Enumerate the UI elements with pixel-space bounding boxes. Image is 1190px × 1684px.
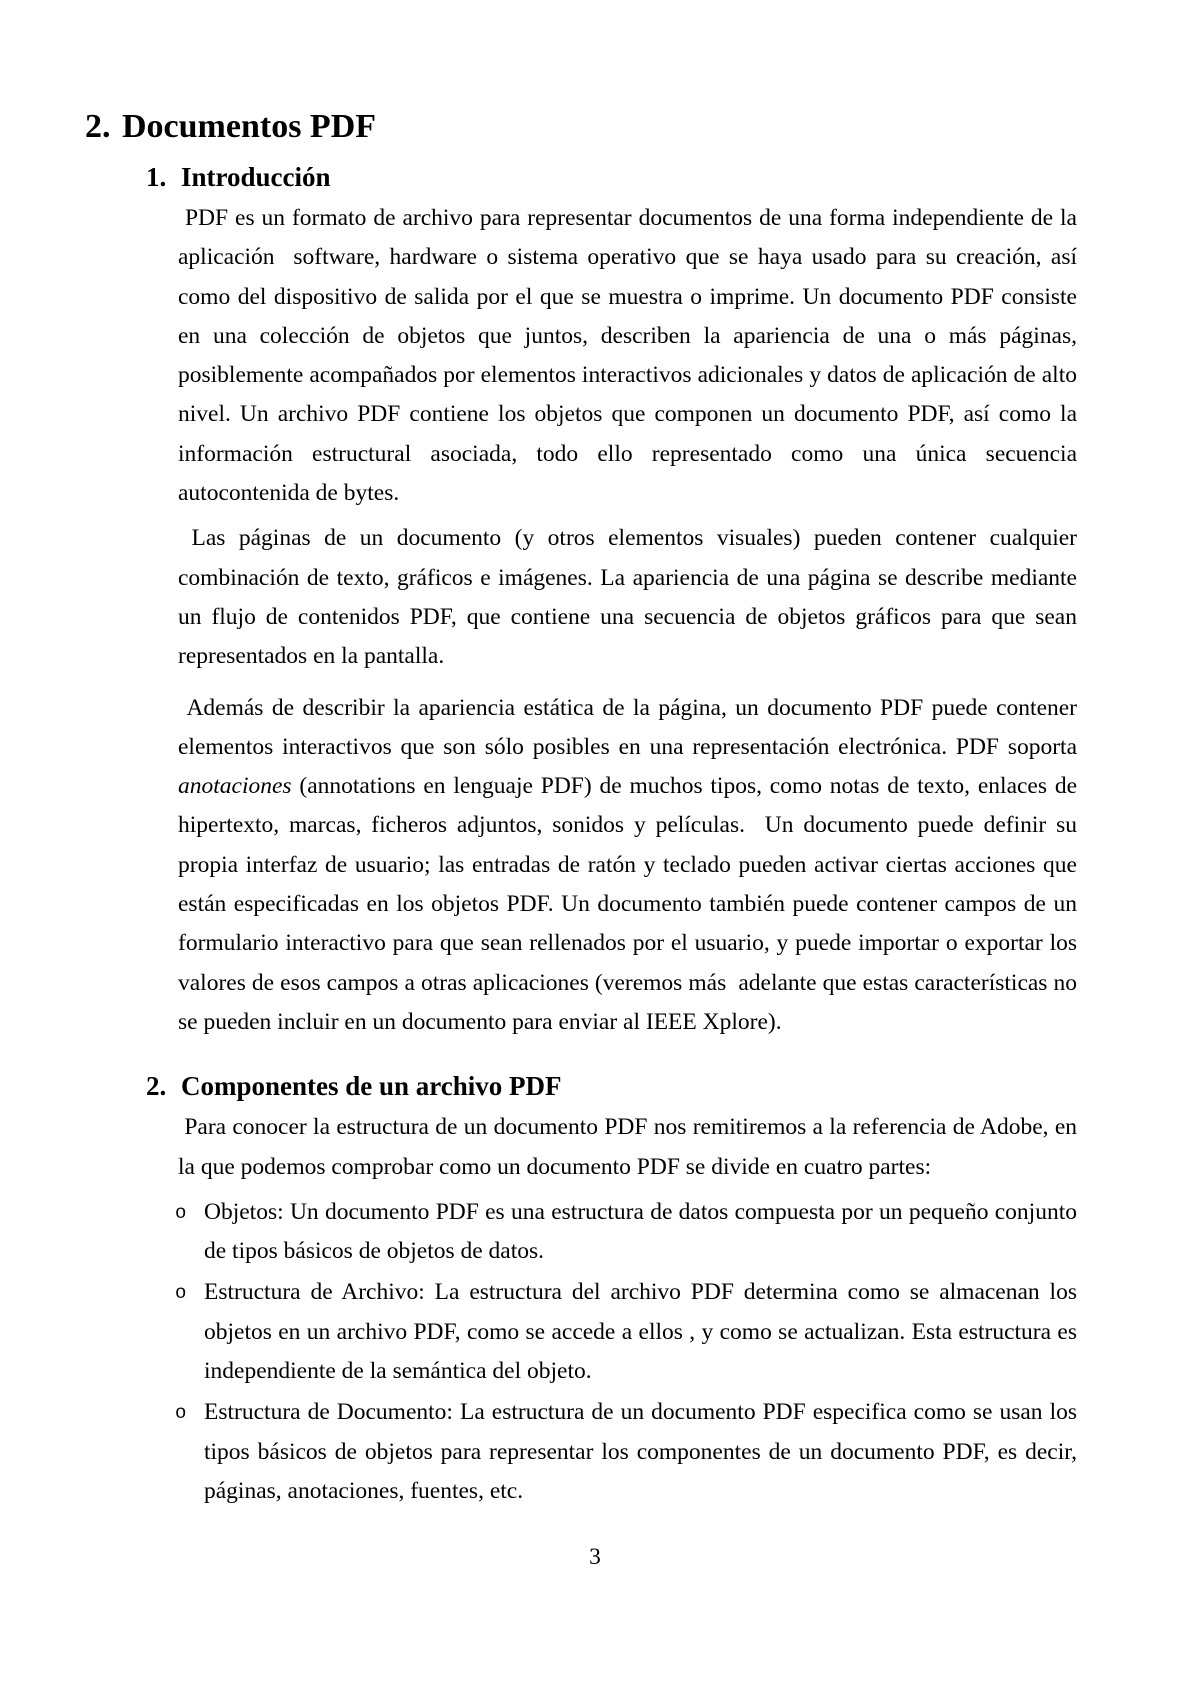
section2-heading-text: Componentes de un archivo PDF — [181, 1071, 562, 1102]
paragraph-adobe-reference: Para conocer la estructura de un documento PDF nos remitiremos a la referencia de Adobe, en la que podemos comprobar como un documento PDF se divide en cuatro partes: — [178, 1114, 1083, 1180]
list-item-text: Estructura de Documento: La estructura de un documento PDF especifica como se usan los tipos básicos de objetos para representar los componentes de un documento PDF, es decir, páginas, anotaciones, fuentes, etc. — [204, 1399, 1083, 1504]
section1-heading — [0, 161, 1190, 193]
list-item-estructura-documento — [175, 1393, 1083, 1511]
list-item-text: Estructura de Archivo: La estructura del archivo PDF determina como se almacenan los objetos en un archivo PDF, como se accede a ellos , y como se actualizan. Esta estructura es independiente de la semántica del objeto. — [204, 1279, 1083, 1385]
components-bullet-list — [0, 1193, 1190, 1511]
page-number: 3 — [589, 1544, 601, 1571]
list-item-objetos — [175, 1193, 1083, 1272]
paragraph-page-contents: Las páginas de un documento (y otros elementos visuales) pueden contener cualquier combinación de texto, gráficos e imágenes. La apariencia de una página se describe mediante un flujo de contenidos PDF, que contiene una secuencia de objetos gráficos para que sean representados en la pantalla. — [178, 525, 1083, 670]
paragraph-interactive-elements-start: Además de describir la apariencia estática de la página, un documento PDF puede contener elementos interactivos que son sólo posibles en una representación electrónica. PDF soporta — [178, 694, 1083, 760]
doc-title-text: Documentos PDF — [122, 108, 377, 145]
bullet-marker: o — [175, 1282, 187, 1305]
bullet-marker: o — [175, 1402, 187, 1425]
bullet-marker: o — [175, 1201, 187, 1224]
paragraph-pdf-format: PDF es un formato de archivo para representar documentos de una forma independiente de la aplicación software, hardware o sistema operativo que se haya usado para su creación, así como del dispositivo de salida por el que se muestra o imprime. Un documento PDF consiste en una colección de objetos que juntos, describen la apariencia de una o más páginas, posiblemente acompañados por elementos interactivos adicionales y datos de aplicación de alto nivel. Un archivo PDF contiene los objetos que componen un documento PDF, así como la información estructural asociada, todo ello representado como una única secuencia autocontenida de bytes. — [178, 205, 1083, 507]
emphasis-anotaciones: anotaciones — [178, 773, 292, 800]
paragraph-interactive-elements-end: (annotations en lenguaje PDF) de muchos tipos, como notas de texto, enlaces de hipertexto, marcas, ficheros adjuntos, sonidos y películas. Un documento puede definir su propia interfaz de usuario; las entradas de ratón y teclado pueden activar ciertas acciones que están especificadas en los objetos PDF. Un documento también puede contener campos de un formulario interactivo para que sean rellenados por el usuario, y puede importar o exportar los valores de esos campos a otras aplicaciones (veremos más adelante que estas características no se pueden incluir en un documento para enviar al IEEE Xplore). — [178, 773, 1083, 1035]
paragraph-interactive-elements — [178, 689, 1083, 1043]
section1-heading-text: Introducción — [181, 162, 331, 192]
section1-number: 1. — [146, 162, 167, 192]
doc-title — [0, 0, 1190, 148]
section2-number: 2. — [146, 1071, 167, 1102]
section2-heading — [0, 1070, 1190, 1102]
list-item-text: Objetos: Un documento PDF es una estructura de datos compuesta por un pequeño conjunto de tipos básicos de objetos de datos. — [204, 1198, 1083, 1265]
list-item-estructura-archivo — [175, 1273, 1083, 1391]
doc-title-number: 2. — [85, 108, 111, 145]
